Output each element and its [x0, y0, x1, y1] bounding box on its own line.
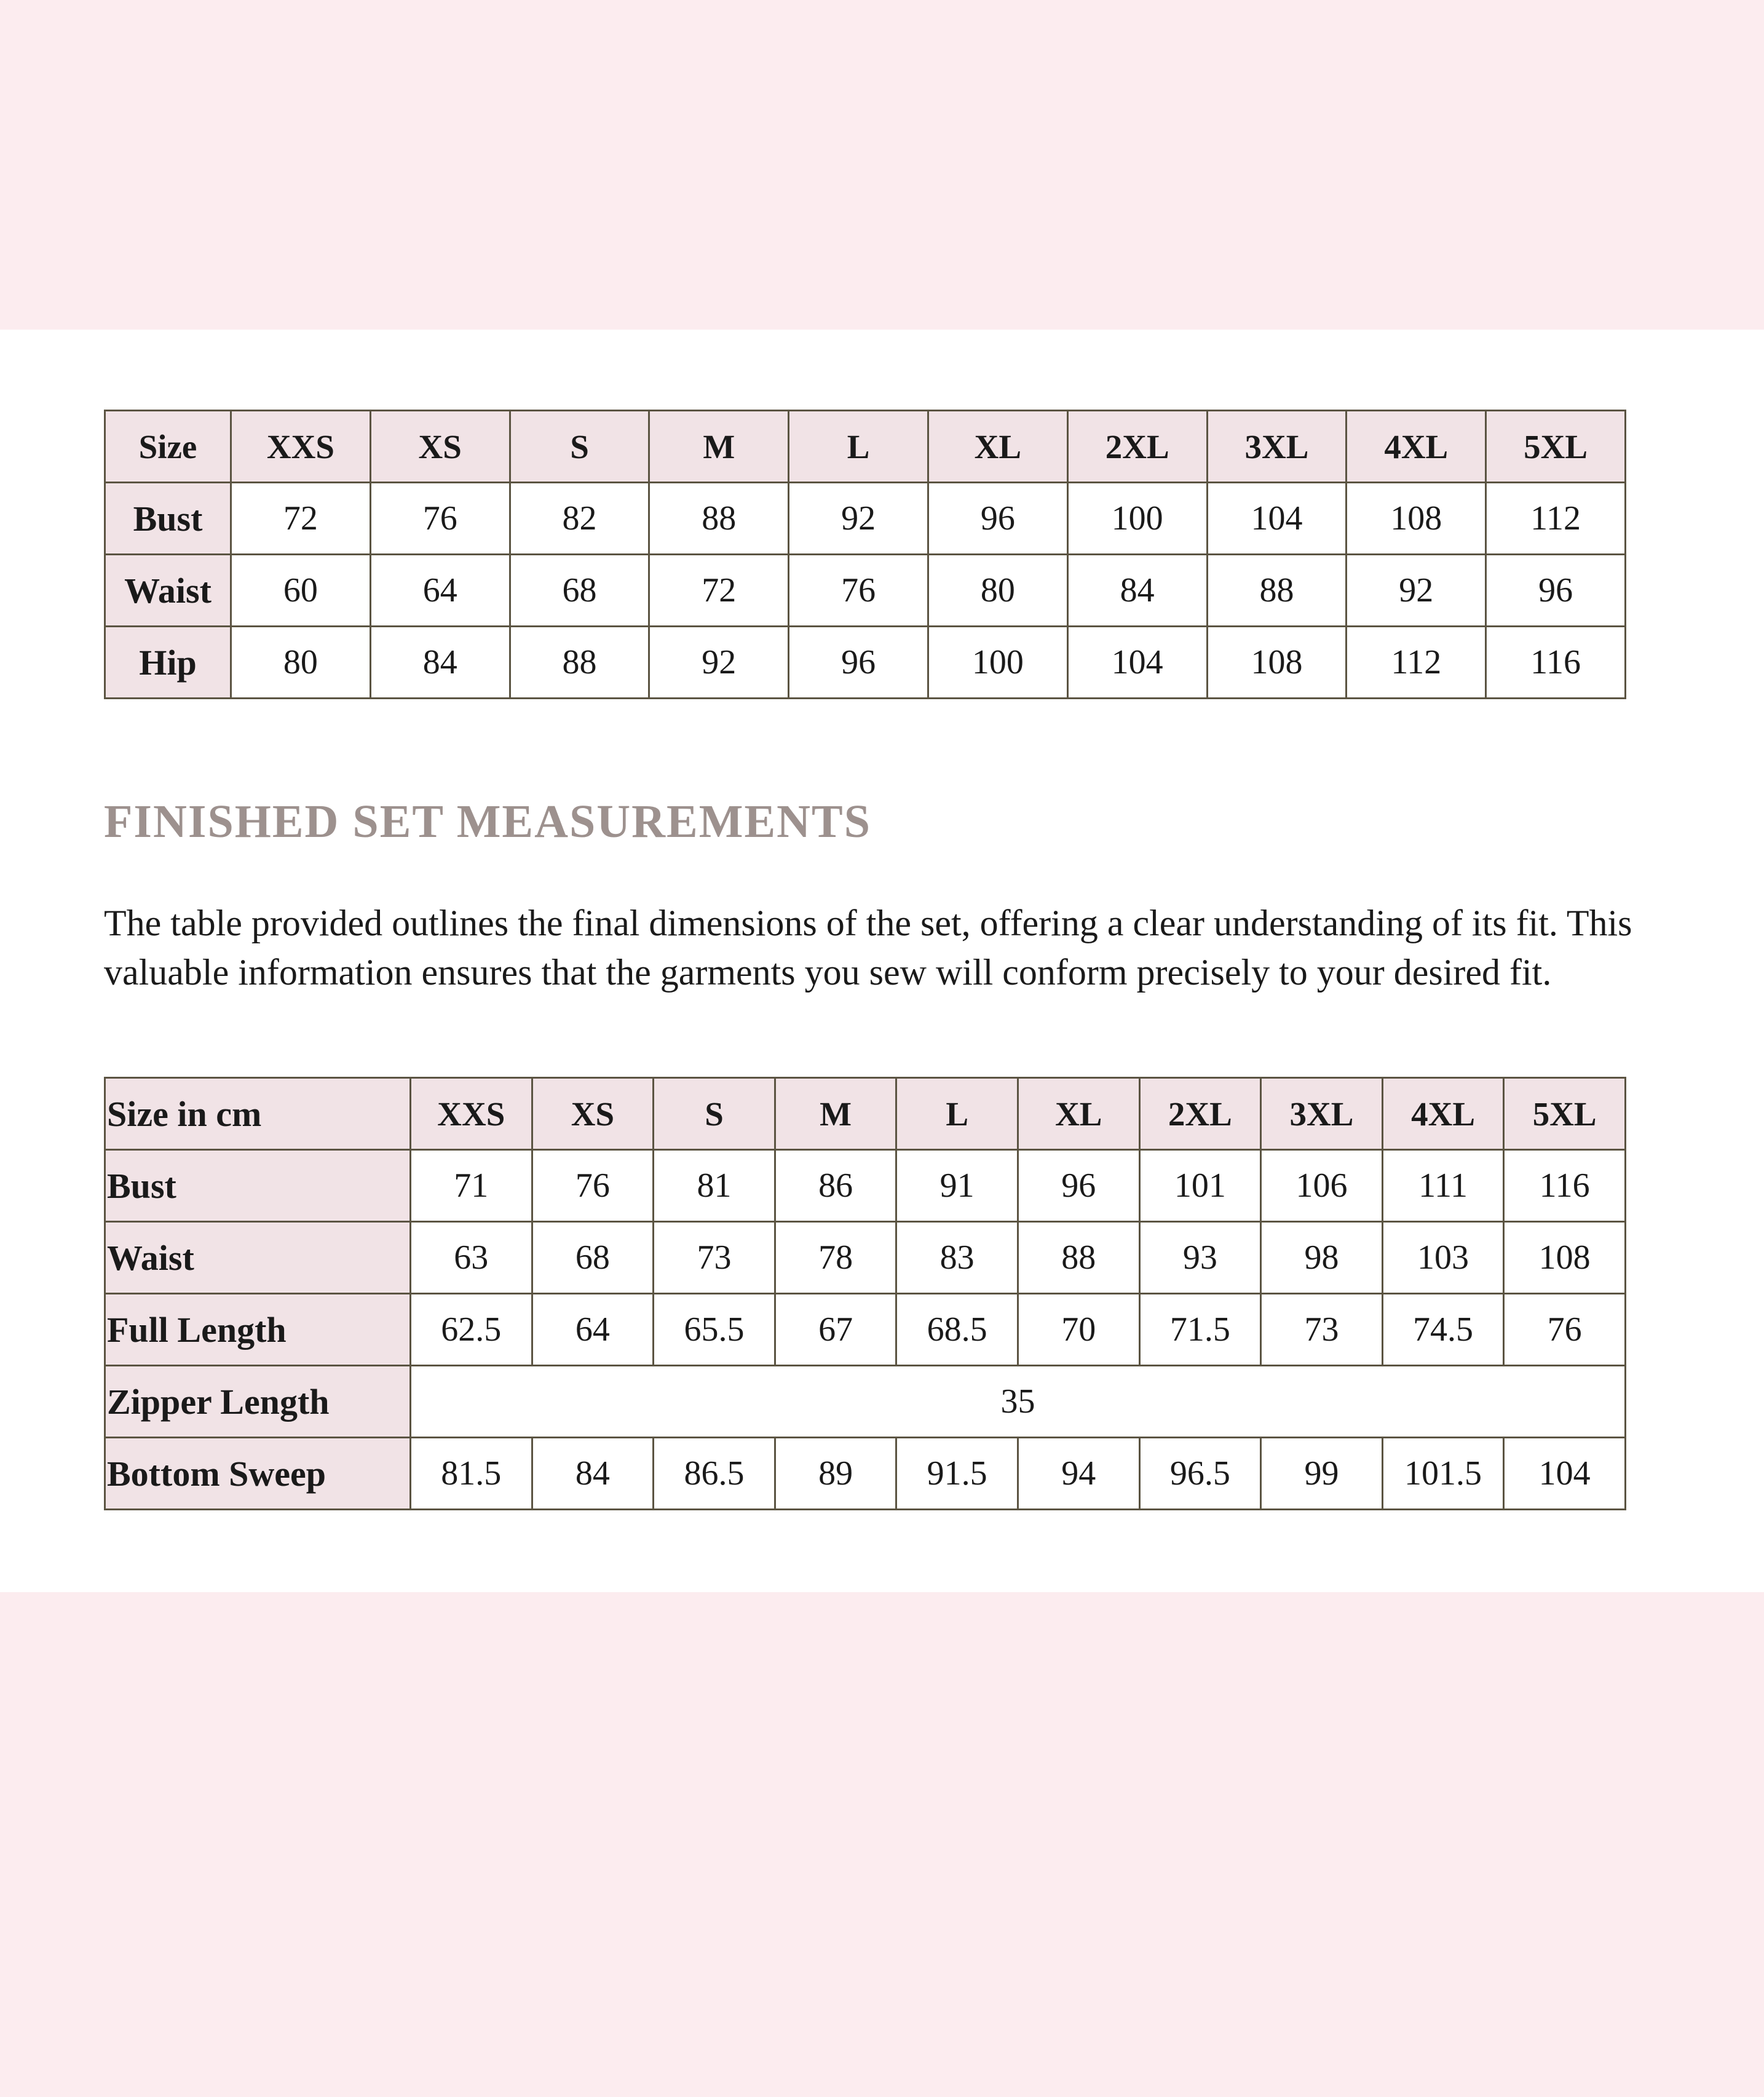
table-cell: 84	[1067, 555, 1207, 627]
table-cell: 82	[510, 483, 649, 555]
table-row-hip	[105, 627, 1626, 699]
table-cell: 73	[654, 1222, 775, 1294]
table-cell: 111	[1382, 1150, 1504, 1222]
table-cell: 96	[928, 483, 1067, 555]
table-cell: 88	[510, 627, 649, 699]
size-header-cell: L	[789, 411, 928, 483]
table-cell: 112	[1486, 483, 1626, 555]
table-header-row	[105, 411, 1626, 483]
table-cell: 98	[1261, 1222, 1383, 1294]
size-header-cell: XL	[928, 411, 1067, 483]
table-cell: 78	[775, 1222, 896, 1294]
table-cell: 64	[532, 1294, 654, 1366]
table-cell: 96	[1018, 1150, 1139, 1222]
table-cell: 72	[231, 483, 371, 555]
size-header-cell: S	[510, 411, 649, 483]
table-cell: 91	[896, 1150, 1018, 1222]
table-cell: 74.5	[1382, 1294, 1504, 1366]
size-header-cell: 5XL	[1486, 411, 1626, 483]
table-cell: 96	[789, 627, 928, 699]
size-header-cell: Size in cm	[105, 1078, 411, 1150]
size-header-cell: 4XL	[1382, 1078, 1504, 1150]
table-row-waist	[105, 1222, 1626, 1294]
table-cell: 86	[775, 1150, 896, 1222]
table-cell: 67	[775, 1294, 896, 1366]
table-cell: 112	[1347, 627, 1486, 699]
table-cell: 84	[370, 627, 510, 699]
table-cell: 104	[1067, 627, 1207, 699]
table-row-bust	[105, 1150, 1626, 1222]
table-cell: 81	[654, 1150, 775, 1222]
body-measurements-table	[104, 410, 1626, 699]
size-header-cell: S	[654, 1078, 775, 1150]
table-cell: 103	[1382, 1222, 1504, 1294]
size-header-cell: M	[775, 1078, 896, 1150]
section-title: FINISHED SET MEASUREMENTS	[104, 796, 872, 847]
size-header-cell: 4XL	[1347, 411, 1486, 483]
table-cell: 81.5	[411, 1438, 532, 1510]
size-header-cell: M	[649, 411, 789, 483]
table-cell: 65.5	[654, 1294, 775, 1366]
table-cell: 86.5	[654, 1438, 775, 1510]
size-header-cell: 3XL	[1261, 1078, 1383, 1150]
table-cell: 80	[928, 555, 1067, 627]
table-cell: 104	[1207, 483, 1347, 555]
table-cell: 99	[1261, 1438, 1383, 1510]
table-cell: 100	[928, 627, 1067, 699]
document-page	[0, 330, 1764, 1592]
section-description: The table provided outlines the final dimensions of the set, offering a clear understanding of its fit. This valuable information ensures that the garments you sew will conform precisely to your desired fit.	[104, 903, 1632, 993]
table-row-waist	[105, 555, 1626, 627]
table-cell: 116	[1504, 1150, 1626, 1222]
table-cell: 104	[1504, 1438, 1626, 1510]
size-header-cell: XXS	[411, 1078, 532, 1150]
table-cell: 68	[510, 555, 649, 627]
table-cell: 88	[1207, 555, 1347, 627]
size-header-cell: XL	[1018, 1078, 1139, 1150]
size-header-cell: 5XL	[1504, 1078, 1626, 1150]
table-cell: 101.5	[1382, 1438, 1504, 1510]
table-cell: 68.5	[896, 1294, 1018, 1366]
row-label: Waist	[105, 1222, 411, 1294]
table-cell: 63	[411, 1222, 532, 1294]
table-cell: 76	[532, 1150, 654, 1222]
table-cell: 108	[1347, 483, 1486, 555]
table-cell: 76	[370, 483, 510, 555]
row-label: Hip	[105, 627, 231, 699]
table-cell: 83	[896, 1222, 1018, 1294]
row-label: Waist	[105, 555, 231, 627]
table-cell: 72	[649, 555, 789, 627]
table-row-bottom-sweep	[105, 1438, 1626, 1510]
table-cell: 96.5	[1139, 1438, 1261, 1510]
table-cell: 94	[1018, 1438, 1139, 1510]
row-label: Zipper Length	[105, 1366, 411, 1438]
table-cell: 84	[532, 1438, 654, 1510]
size-header-cell: 2XL	[1139, 1078, 1261, 1150]
table-cell: 106	[1261, 1150, 1383, 1222]
table-cell: 60	[231, 555, 371, 627]
table-cell: 70	[1018, 1294, 1139, 1366]
table-cell: 71	[411, 1150, 532, 1222]
table-cell: 93	[1139, 1222, 1261, 1294]
table-row-bust	[105, 483, 1626, 555]
table-cell: 76	[789, 555, 928, 627]
table-header-row	[105, 1078, 1626, 1150]
table-cell: 92	[1347, 555, 1486, 627]
table-cell: 88	[1018, 1222, 1139, 1294]
finished-measurements-table	[104, 1077, 1626, 1510]
table-cell: 96	[1486, 555, 1626, 627]
table-cell: 116	[1486, 627, 1626, 699]
size-header-cell: XS	[532, 1078, 654, 1150]
table-cell: 76	[1504, 1294, 1626, 1366]
table-cell: 91.5	[896, 1438, 1018, 1510]
table-cell-merged: 35	[411, 1366, 1626, 1438]
table-cell: 92	[789, 483, 928, 555]
row-label: Bust	[105, 483, 231, 555]
size-header-cell: Size	[105, 411, 231, 483]
table-cell: 71.5	[1139, 1294, 1261, 1366]
table-cell: 108	[1504, 1222, 1626, 1294]
table-cell: 64	[370, 555, 510, 627]
table-cell: 73	[1261, 1294, 1383, 1366]
table-cell: 80	[231, 627, 371, 699]
size-header-cell: 3XL	[1207, 411, 1347, 483]
table-cell: 68	[532, 1222, 654, 1294]
table-row-full-length	[105, 1294, 1626, 1366]
table-cell: 89	[775, 1438, 896, 1510]
size-header-cell: L	[896, 1078, 1018, 1150]
table-cell: 92	[649, 627, 789, 699]
size-header-cell: XS	[370, 411, 510, 483]
table-row-zipper-length	[105, 1366, 1626, 1438]
row-label: Full Length	[105, 1294, 411, 1366]
size-header-cell: XXS	[231, 411, 371, 483]
table-cell: 101	[1139, 1150, 1261, 1222]
row-label: Bottom Sweep	[105, 1438, 411, 1510]
table-cell: 108	[1207, 627, 1347, 699]
table-cell: 100	[1067, 483, 1207, 555]
table-cell: 62.5	[411, 1294, 532, 1366]
size-header-cell: 2XL	[1067, 411, 1207, 483]
table-cell: 88	[649, 483, 789, 555]
row-label: Bust	[105, 1150, 411, 1222]
